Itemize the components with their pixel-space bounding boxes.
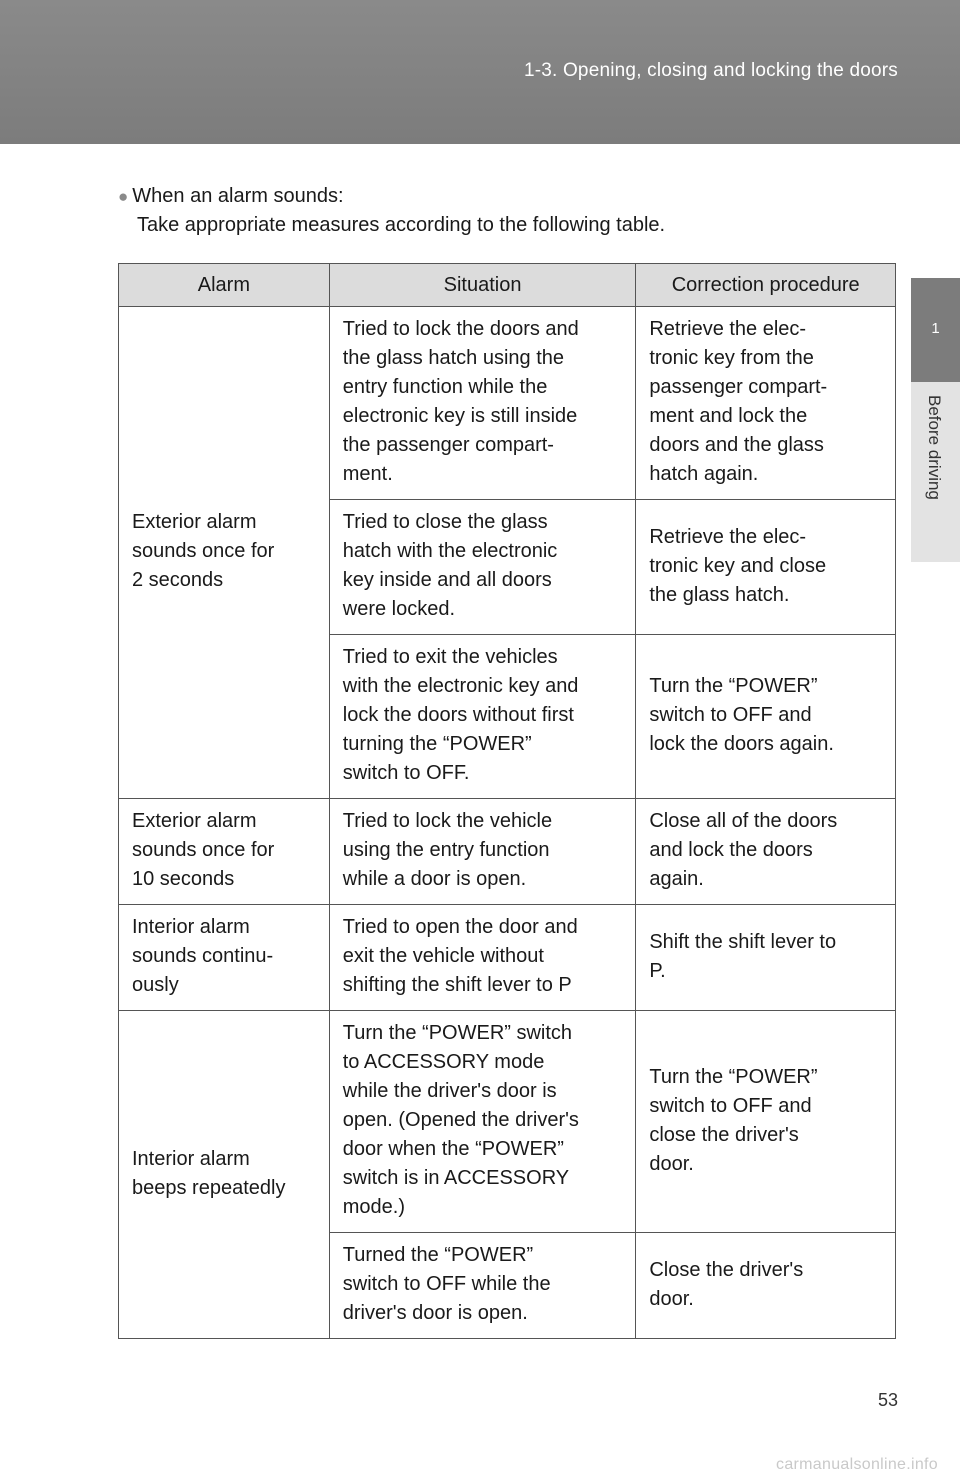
situation-line: driver's door is open.	[342, 1302, 528, 1324]
correction-cell	[636, 635, 896, 799]
alarm-line: sounds once for	[132, 540, 275, 562]
header-alarm: Alarm	[119, 264, 330, 307]
situation-line: to ACCESSORY mode	[342, 1051, 545, 1073]
alarm-line: beeps repeatedly	[132, 1176, 286, 1199]
correction-line: door.	[649, 1152, 694, 1175]
situation-cell	[329, 799, 636, 905]
alarm-table	[118, 263, 896, 1339]
situation-line: electronic key is still inside	[342, 405, 578, 427]
situation-line: the passenger compart-	[342, 434, 554, 456]
correction-line: ment and lock the	[649, 405, 808, 427]
correction-line: Turn the “POWER”	[649, 1065, 818, 1088]
situation-cell	[329, 500, 636, 635]
alarm-cell	[119, 799, 330, 905]
alarm-line: 2 seconds	[132, 569, 224, 591]
situation-line: exit the vehicle without	[342, 945, 544, 967]
situation-cell	[329, 635, 636, 799]
situation-line: Tried to lock the doors and	[342, 318, 579, 340]
situation-line: Tried to lock the vehicle	[342, 810, 553, 832]
situation-cell	[329, 905, 636, 1011]
situation-line: with the electronic key and	[342, 675, 579, 697]
situation-line: key inside and all doors	[342, 569, 552, 591]
situation-line: shifting the shift lever to P	[342, 974, 572, 996]
alarm-line: sounds continu-	[132, 945, 274, 967]
correction-line: passenger compart-	[649, 376, 828, 398]
header-correction: Correction procedure	[636, 264, 896, 307]
page-number: 53	[877, 1390, 898, 1410]
alarm-line: ously	[132, 974, 179, 996]
correction-line: the glass hatch.	[649, 583, 790, 606]
situation-line: Turned the “POWER”	[342, 1244, 534, 1266]
alarm-line: 10 seconds	[132, 868, 235, 890]
situation-cell	[329, 1011, 636, 1233]
situation-line: Turn the “POWER” switch	[342, 1022, 573, 1044]
correction-cell	[636, 905, 896, 1011]
alarm-line: Interior alarm	[132, 1147, 250, 1170]
correction-cell	[636, 1011, 896, 1233]
situation-line: the glass hatch using the	[342, 347, 565, 369]
situation-line: while a door is open.	[342, 868, 527, 890]
correction-cell	[636, 1233, 896, 1339]
situation-line: were locked.	[342, 598, 456, 620]
header-situation: Situation	[329, 264, 636, 307]
correction-line: close the driver's	[649, 1123, 799, 1146]
situation-line: turning the “POWER”	[342, 733, 532, 755]
section-title: 1-3. Opening, closing and locking the doors	[523, 60, 898, 81]
alarm-line: Exterior alarm	[132, 511, 257, 533]
situation-line: Tried to open the door and	[342, 916, 578, 938]
situation-line: switch to OFF while the	[342, 1273, 551, 1295]
correction-line: Retrieve the elec-	[649, 318, 807, 340]
bullet-icon: ●	[118, 187, 129, 206]
alarm-cell	[119, 307, 330, 799]
correction-line: Close all of the doors	[649, 810, 838, 832]
situation-line: using the entry function	[342, 839, 550, 861]
correction-line: Shift the shift lever to	[649, 930, 837, 953]
chapter-label: Before driving	[925, 395, 944, 500]
table-row	[119, 307, 896, 500]
table-row	[119, 799, 896, 905]
alarm-line: Exterior alarm	[132, 810, 257, 832]
correction-line: P.	[649, 959, 666, 982]
watermark: carmanualsonline.info	[776, 1456, 938, 1473]
correction-line: again.	[649, 868, 704, 890]
situation-line: hatch with the electronic	[342, 540, 558, 562]
correction-cell	[636, 500, 896, 635]
situation-line: Tried to close the glass	[342, 511, 548, 533]
chapter-number: 1	[931, 320, 940, 337]
situation-line: open. (Opened the driver's	[342, 1109, 579, 1131]
intro-text: Take appropriate measures according to the following table.	[137, 214, 666, 236]
correction-cell	[636, 307, 896, 500]
situation-cell	[329, 1233, 636, 1339]
table-row	[119, 1011, 896, 1233]
header-band	[0, 0, 960, 144]
situation-line: door when the “POWER”	[342, 1138, 564, 1160]
situation-line: ment.	[342, 463, 393, 485]
alarm-cell	[119, 1011, 330, 1339]
intro	[118, 182, 665, 240]
correction-line: and lock the doors	[649, 839, 813, 861]
correction-line: Close the driver's	[649, 1258, 804, 1281]
chapter-tab	[911, 278, 960, 382]
situation-line: switch is in ACCESSORY	[342, 1167, 570, 1189]
correction-line: tronic key from the	[649, 347, 814, 369]
correction-line: switch to OFF and	[649, 1094, 812, 1117]
intro-heading: When an alarm sounds:	[132, 185, 344, 207]
situation-line: entry function while the	[342, 376, 548, 398]
situation-line: switch to OFF.	[342, 762, 470, 784]
correction-line: Turn the “POWER”	[649, 675, 818, 697]
table-row	[119, 905, 896, 1011]
correction-line: switch to OFF and	[649, 704, 812, 726]
situation-line: while the driver's door is	[342, 1080, 557, 1102]
correction-line: door.	[649, 1287, 694, 1310]
situation-line: lock the doors without first	[342, 704, 574, 726]
alarm-line: Interior alarm	[132, 916, 250, 938]
correction-line: Retrieve the elec-	[649, 525, 807, 548]
correction-line: lock the doors again.	[649, 733, 834, 755]
correction-line: hatch again.	[649, 463, 759, 485]
situation-line: Tried to exit the vehicles	[342, 646, 558, 668]
alarm-cell	[119, 905, 330, 1011]
correction-line: doors and the glass	[649, 434, 824, 456]
situation-cell	[329, 307, 636, 500]
table-header-row	[119, 264, 896, 307]
situation-line: mode.)	[342, 1196, 405, 1218]
correction-line: tronic key and close	[649, 554, 827, 577]
alarm-line: sounds once for	[132, 839, 275, 861]
correction-cell	[636, 799, 896, 905]
